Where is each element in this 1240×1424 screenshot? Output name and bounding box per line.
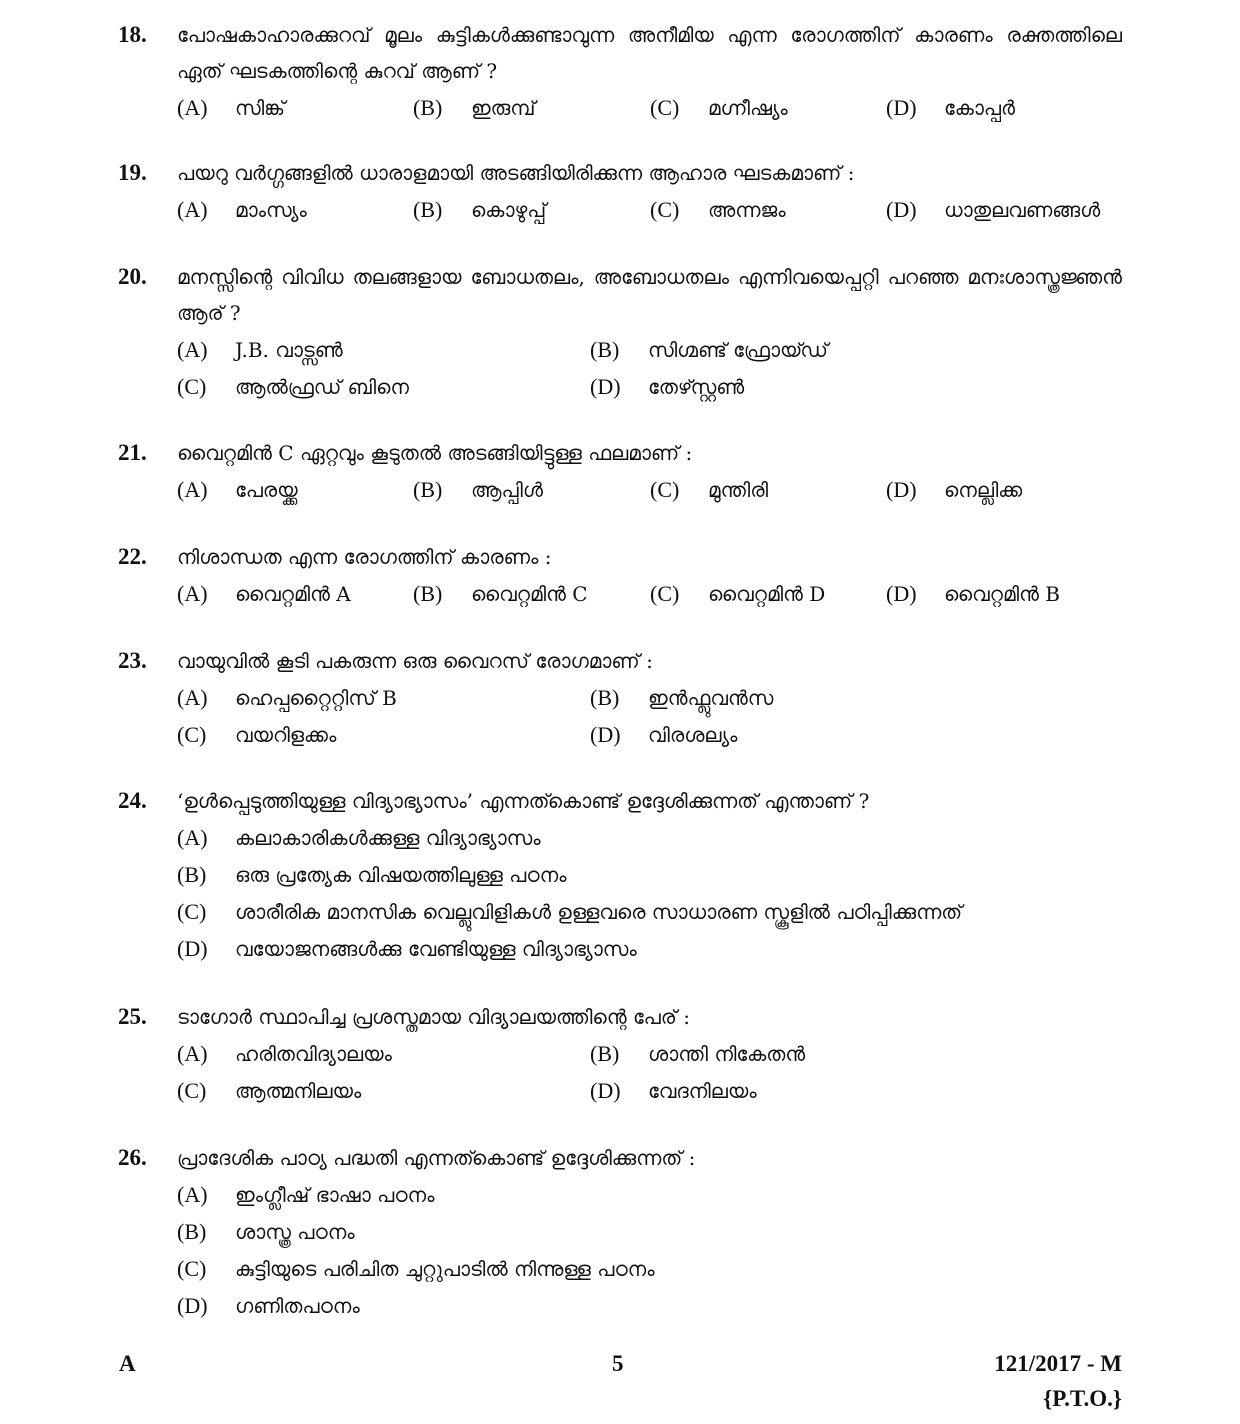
option-b	[590, 331, 828, 369]
option-text: ഇരുമ്പ്	[471, 96, 536, 120]
option-label: (D)	[590, 722, 621, 747]
question-number: 23.	[118, 648, 147, 673]
question-text: മനസ്സിന്റെ വിവിധ തലങ്ങളായ ബോധതലം, അബോധതലം എന്നിവയെപ്പറ്റി പറഞ്ഞ മനഃശാസ്ത്രജ്ഞൻ ആര് ?	[177, 265, 1122, 325]
option-b	[177, 1213, 355, 1251]
options	[177, 471, 1122, 508]
option-d	[590, 716, 737, 754]
option-b	[413, 575, 588, 613]
question-number: 22.	[118, 544, 147, 569]
option-label: (D)	[886, 197, 917, 222]
option-b	[413, 191, 546, 229]
option-label: (C)	[177, 722, 207, 747]
option-label: (B)	[177, 862, 207, 887]
option-text: വൈറ്റമിൻ B	[944, 582, 1060, 606]
option-text: വൈറ്റമിൻ C	[471, 582, 588, 606]
question-text: ടാഗോർ സ്ഥാപിച്ച പ്രശസ്തമായ വിദ്യാലയത്തിന്റെ പേര് :	[177, 1005, 690, 1029]
option-text: പേരയ്ക്ക	[235, 478, 298, 502]
option-d	[886, 471, 1022, 509]
option-text: മുന്തിരി	[708, 478, 769, 502]
option-label: (B)	[413, 581, 443, 606]
option-d	[886, 89, 1015, 127]
footer-series: A	[119, 1351, 136, 1376]
option-label: (B)	[590, 337, 620, 362]
option-label: (C)	[177, 899, 207, 924]
footer-code: 121/2017 - M	[994, 1351, 1122, 1376]
option-text: മാംസ്യം	[235, 198, 307, 222]
option-label: (B)	[413, 197, 443, 222]
option-a	[177, 819, 541, 857]
footer-pto: {P.T.O.}	[1043, 1386, 1122, 1411]
option-label: (D)	[590, 1078, 621, 1103]
option-label: (A)	[177, 1041, 208, 1066]
option-label: (C)	[650, 581, 680, 606]
option-label: (A)	[177, 477, 208, 502]
option-text: ഹെപ്പറ്റൈറ്റിസ് B	[235, 686, 397, 710]
question-text: വൈറ്റമിൻ C ഏറ്റവും കൂടുതൽ അടങ്ങിയിട്ടുള്ള ഫലമാണ് :	[177, 441, 693, 465]
option-label: (D)	[590, 374, 621, 399]
question-text: ‘ഉൾപ്പെടുത്തിയുള്ള വിദ്യാഭ്യാസം’ എന്നത്കൊണ്ട് ഉദ്ദേശിക്കുന്നത് എന്താണ് ?	[177, 789, 870, 813]
option-label: (A)	[177, 197, 208, 222]
option-label: (A)	[177, 825, 208, 850]
option-label: (A)	[177, 581, 208, 606]
question-number: 24.	[118, 788, 147, 813]
option-c	[650, 471, 768, 509]
option-c	[177, 1250, 655, 1288]
option-label: (C)	[177, 1078, 207, 1103]
question-22	[118, 539, 1122, 612]
option-text: ഒരു പ്രത്യേക വിഷയത്തിലുള്ള പഠനം	[235, 863, 567, 887]
option-label: (D)	[886, 581, 917, 606]
option-a	[177, 331, 343, 369]
option-text: സിഗ്മണ്ട് ഫ്രോയ്ഡ്	[648, 338, 829, 362]
option-text: ശാരീരിക മാനസിക വെല്ലുവിളികൾ ഉള്ളവരെ സാധാരണ സ്കൂളിൽ പഠിപ്പിക്കുന്നത്	[235, 900, 963, 924]
option-label: (B)	[590, 685, 620, 710]
option-a	[177, 1035, 392, 1073]
options	[177, 1035, 1122, 1109]
question-19	[118, 155, 1122, 228]
question-25	[118, 999, 1122, 1109]
question-text: നിശാന്ധത എന്ന രോഗത്തിന് കാരണം :	[177, 545, 552, 569]
option-text: ഇംഗ്ലീഷ് ഭാഷാ പഠനം	[235, 1183, 435, 1207]
option-text: J.B. വാട്സൺ	[235, 338, 343, 362]
question-number: 19.	[118, 160, 147, 185]
option-text: കൊഴുപ്പ്	[471, 198, 547, 222]
options	[177, 191, 1122, 228]
option-a	[177, 471, 298, 509]
option-text: വിരശല്യം	[648, 723, 738, 747]
option-label: (D)	[177, 1293, 208, 1318]
question-24	[118, 783, 1122, 967]
options	[177, 679, 1122, 753]
option-a	[177, 575, 351, 613]
question-21	[118, 435, 1122, 508]
option-text: കോപ്പർ	[944, 96, 1015, 120]
question-18	[118, 17, 1122, 126]
question-number: 18.	[118, 22, 147, 47]
options	[177, 575, 1122, 612]
option-label: (B)	[590, 1041, 620, 1066]
question-20	[118, 259, 1122, 405]
option-label: (D)	[177, 936, 208, 961]
option-label: (C)	[177, 374, 207, 399]
option-label: (C)	[650, 197, 680, 222]
option-text: സിങ്ക്	[235, 96, 286, 120]
option-text: ധാതുലവണങ്ങൾ	[944, 198, 1101, 222]
option-text: വൈറ്റമിൻ A	[235, 582, 351, 606]
option-c	[650, 89, 788, 127]
question-text: പ്രാദേശിക പാഠ്യ പദ്ധതി എന്നത്കൊണ്ട് ഉദ്ദേശിക്കുന്നത് :	[177, 1146, 696, 1170]
option-text: കുട്ടിയുടെ പരിചിത ചുറ്റുപാടിൽ നിന്നുള്ള പഠനം	[235, 1257, 655, 1281]
option-text: ശാസ്ത്ര പഠനം	[235, 1220, 355, 1244]
question-text: പയറു വർഗ്ഗങ്ങളിൽ ധാരാളമായി അടങ്ങിയിരിക്കുന്ന ആഹാര ഘടകമാണ് :	[177, 161, 855, 185]
question-text: പോഷകാഹാരക്കുറവ് മൂലം കുട്ടികൾക്കുണ്ടാവുന്ന അനീമിയ എന്ന രോഗത്തിന് കാരണം രക്തത്തിലെ ഏത് ഘടകത്തിന്റെ കുറവ് ആണ് ?	[177, 23, 1122, 83]
option-text: വേദനിലയം	[648, 1079, 757, 1103]
option-d	[590, 368, 744, 406]
option-label: (C)	[650, 95, 680, 120]
option-label: (B)	[413, 477, 443, 502]
option-d	[177, 930, 637, 968]
footer-page-number: 5	[612, 1351, 624, 1376]
option-text: ആൽഫ്രഡ് ബിനെ	[235, 375, 409, 399]
option-text: തേഴ്സ്റ്റൺ	[648, 375, 745, 399]
option-label: (D)	[886, 95, 917, 120]
option-b	[413, 89, 535, 127]
option-c	[177, 1072, 361, 1110]
option-label: (A)	[177, 685, 208, 710]
option-b	[590, 1035, 805, 1073]
option-label: (C)	[650, 477, 680, 502]
options	[177, 89, 1122, 126]
option-label: (A)	[177, 95, 208, 120]
option-d	[590, 1072, 757, 1110]
option-c	[650, 575, 825, 613]
options	[177, 1176, 1122, 1324]
option-c	[177, 893, 962, 931]
option-text: നെല്ലിക്ക	[944, 478, 1023, 502]
option-a	[177, 191, 307, 229]
option-label: (D)	[886, 477, 917, 502]
option-c	[177, 716, 336, 754]
option-a	[177, 679, 397, 717]
question-number: 26.	[118, 1145, 147, 1170]
option-text: മഗ്നീഷ്യം	[708, 96, 788, 120]
option-c	[650, 191, 786, 229]
option-b	[413, 471, 543, 509]
option-b	[177, 856, 567, 894]
option-d	[177, 1287, 360, 1325]
option-text: കലാകാരികൾക്കുള്ള വിദ്യാഭ്യാസം	[235, 826, 541, 850]
option-d	[886, 575, 1060, 613]
option-c	[177, 368, 409, 406]
option-label: (B)	[413, 95, 443, 120]
option-text: വയോജനങ്ങൾക്കു വേണ്ടിയുള്ള വിദ്യാഭ്യാസം	[235, 937, 637, 961]
option-b	[590, 679, 773, 717]
question-number: 25.	[118, 1004, 147, 1029]
option-text: ഗണിതപഠനം	[235, 1294, 360, 1318]
option-a	[177, 1176, 434, 1214]
question-23	[118, 643, 1122, 753]
option-label: (A)	[177, 1182, 208, 1207]
option-text: ആപ്പിൾ	[471, 478, 543, 502]
option-text: വയറിളക്കം	[235, 723, 337, 747]
option-text: ആത്മനിലയം	[235, 1079, 362, 1103]
question-text: വായുവിൽ കൂടി പകരുന്ന ഒരു വൈറസ് രോഗമാണ് :	[177, 649, 653, 673]
options	[177, 819, 1122, 967]
question-26	[118, 1140, 1122, 1324]
option-text: ഇൻഫ്ലുവൻസ	[648, 686, 774, 710]
option-text: വൈറ്റമിൻ D	[708, 582, 826, 606]
option-a	[177, 89, 285, 127]
options	[177, 331, 1122, 405]
question-number: 21.	[118, 440, 147, 465]
option-label: (A)	[177, 337, 208, 362]
option-text: അന്നജം	[708, 198, 786, 222]
option-text: ഹരിതവിദ്യാലയം	[235, 1042, 392, 1066]
option-d	[886, 191, 1100, 229]
question-number: 20.	[118, 264, 147, 289]
option-text: ശാന്തി നികേതൻ	[648, 1042, 806, 1066]
option-label: (B)	[177, 1219, 207, 1244]
option-label: (C)	[177, 1256, 207, 1281]
